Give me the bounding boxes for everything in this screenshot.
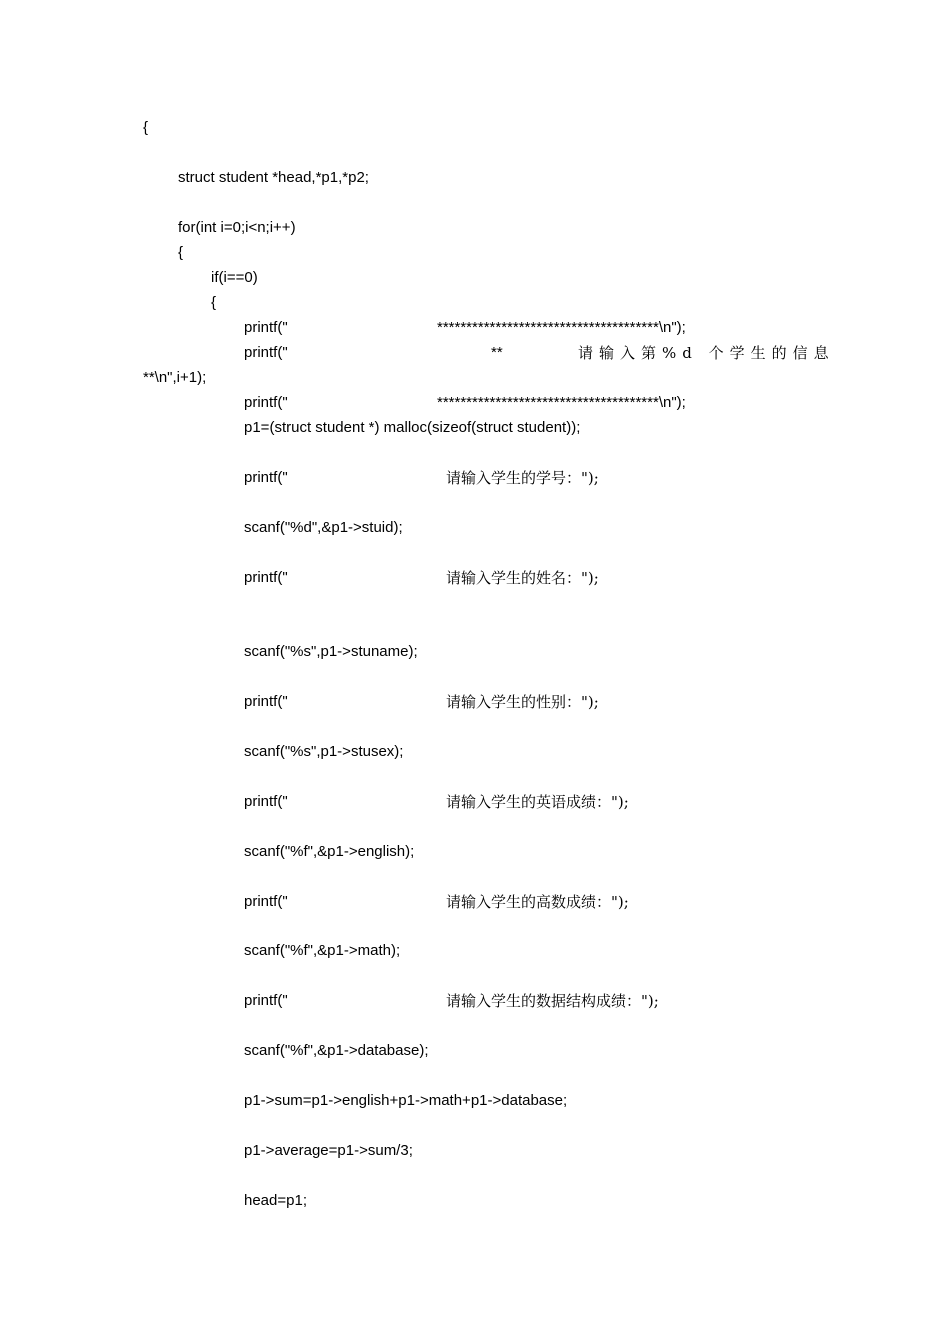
malloc-statement: p1=(struct student *) malloc(sizeof(struct student)); [244,419,581,436]
asterisk-banner: **************************************\n"); [437,319,686,336]
scanf-english: scanf("%f",&p1->english); [244,843,415,860]
open-brace-outer: { [143,119,149,136]
prompt-student-id: 请输入学生的学号："); [446,469,599,487]
head-assignment: head=p1; [244,1192,307,1209]
prompt-student-info: 请输入第%d 个学生的信息 [578,344,835,362]
printf-call: printf(" [244,893,288,910]
scanf-stuname: scanf("%s",p1->stuname); [244,643,418,660]
prompt-student-sex: 请输入学生的性别："); [446,693,599,711]
struct-declaration: struct student *head,*p1,*p2; [178,169,369,186]
printf-call: printf(" [244,394,288,411]
printf-args-wrap: **\n",i+1); [143,369,207,386]
prompt-student-name: 请输入学生的姓名："); [446,569,599,587]
asterisk-banner: **************************************\n"); [437,394,686,411]
printf-call: printf(" [244,793,288,810]
prompt-database-score: 请输入学生的数据结构成绩："); [446,992,659,1010]
printf-call: printf(" [244,344,288,361]
scanf-stuid: scanf("%d",&p1->stuid); [244,519,403,536]
prompt-math-score: 请输入学生的高数成绩："); [446,893,629,911]
open-brace-for: { [178,244,184,261]
average-assignment: p1->average=p1->sum/3; [244,1142,413,1159]
scanf-stusex: scanf("%s",p1->stusex); [244,743,404,760]
printf-call: printf(" [244,992,288,1009]
scanf-math: scanf("%f",&p1->math); [244,942,401,959]
if-statement: if(i==0) [211,269,258,286]
prompt-english-score: 请输入学生的英语成绩："); [446,793,629,811]
open-brace-if: { [211,294,217,311]
sum-assignment: p1->sum=p1->english+p1->math+p1->database; [244,1092,568,1109]
printf-call: printf(" [244,319,288,336]
asterisk-prefix: ** [491,344,503,361]
for-loop-header: for(int i=0;i<n;i++) [178,219,296,236]
printf-call: printf(" [244,693,288,710]
printf-call: printf(" [244,469,288,486]
printf-call: printf(" [244,569,288,586]
scanf-database: scanf("%f",&p1->database); [244,1042,429,1059]
